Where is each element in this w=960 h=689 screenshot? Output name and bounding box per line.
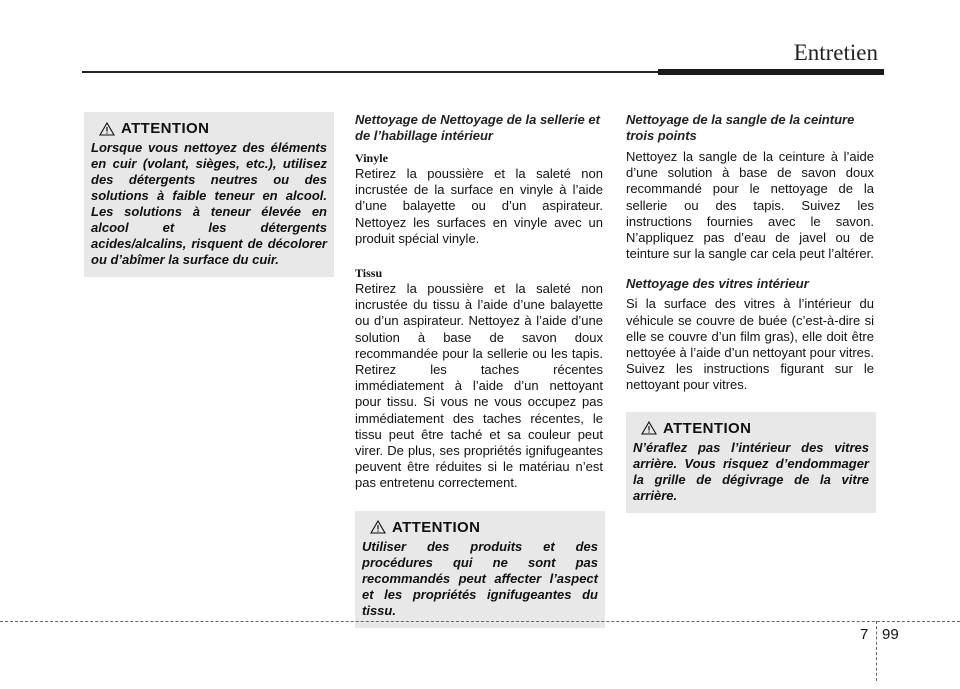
warning-triangle-icon <box>370 520 386 534</box>
vinyl-text: Retirez la poussière et la saleté non incrustée de la surface en vinyle à l’aide d’une balayette ou d’un aspirateur. Nettoyez les surfaces en vinyle avec un produit spécial vinyle. <box>355 166 603 246</box>
attention-title: ATTENTION <box>121 120 210 137</box>
section-title-upholstery: Nettoyage de Nettoyage de la sellerie et de l’habillage intérieur <box>355 112 600 143</box>
attention-title: ATTENTION <box>392 518 481 536</box>
section-title-glass: Nettoyage des vitres intérieur <box>626 276 809 292</box>
attention-header <box>370 519 598 536</box>
seatbelt-text: Nettoyez la sangle de la ceinture à l’aide d’une solution à base de savon doux recommandé pour le nettoyage de la sellerie ou des tapis. Suivez les instructions fournies avec le savon. N’appliquez pas d’eau de javel ou de teinture sur la sangle car cela peut l’altérer. <box>626 149 874 262</box>
header-title: Entretien <box>793 40 878 65</box>
header-rule <box>82 71 658 73</box>
warning-triangle-icon <box>99 122 115 136</box>
attention-header <box>99 120 327 137</box>
attention-text: Utiliser des produits et des procédures qui ne sont pas recommandés peut affecter l’aspect et les propriétés ignifugeantes du tissu. <box>362 538 598 618</box>
attention-box-leather <box>84 112 334 277</box>
attention-box-glass <box>626 412 876 513</box>
attention-header <box>641 420 869 437</box>
middle-column <box>355 112 603 628</box>
attention-box-fabric <box>355 511 605 628</box>
vinyl-label: Vinyle <box>355 151 388 165</box>
section-title-seatbelt: Nettoyage de la sangle de la ceinture trois points <box>626 112 855 143</box>
footer-divider <box>876 621 877 681</box>
chapter-number: 7 <box>860 626 869 643</box>
fabric-label: Tissu <box>355 266 383 281</box>
right-column <box>626 112 874 513</box>
footer-rule <box>0 621 960 622</box>
warning-triangle-icon <box>641 421 657 435</box>
attention-title: ATTENTION <box>663 419 752 437</box>
attention-text: Lorsque vous nettoyez des éléments en cuir (volant, sièges, etc.), utilisez des détergents neutres ou des solutions à faible teneur en alcool. Les solutions à teneur élevée en alcool et les détergents acides/alcalins, risquent de décolorer ou d’abîmer la surface du cuir. <box>91 140 327 267</box>
header-bar <box>658 69 884 75</box>
left-column <box>84 112 332 277</box>
fabric-text: Retirez la poussière et la saleté non incrustée du tissu à l’aide d’une balayette ou d’un aspirateur. Nettoyez à l’aide d’une solution à base de savon doux recommandée pour la sellerie ou les tapis. Retirez les taches récentes immédiatement à l’aide d’un nettoyant pour tissu. Si vous ne vous occupez pas immédiatement des taches récentes, le tissu peut être taché et sa couleur peut virer. De plus, ses propriétés ignifugeantes peuvent être réduites si le matériau n’est pas entretenu correctement. <box>355 281 603 491</box>
attention-text: N’éraflez pas l’intérieur des vitres arrière. Vous risquez d’endommager la grille de dégivrage de la vitre arrière. <box>633 439 869 503</box>
page-number: 99 <box>882 626 899 643</box>
glass-text: Si la surface des vitres à l’intérieur du véhicule se couvre de buée (c’est-à-dire si elle se couvre d’un film gras), elle doit être nettoyée à l’aide d’un nettoyant pour vitres. Suivez les instructions figurant sur le nettoyant pour vitres. <box>626 296 874 393</box>
